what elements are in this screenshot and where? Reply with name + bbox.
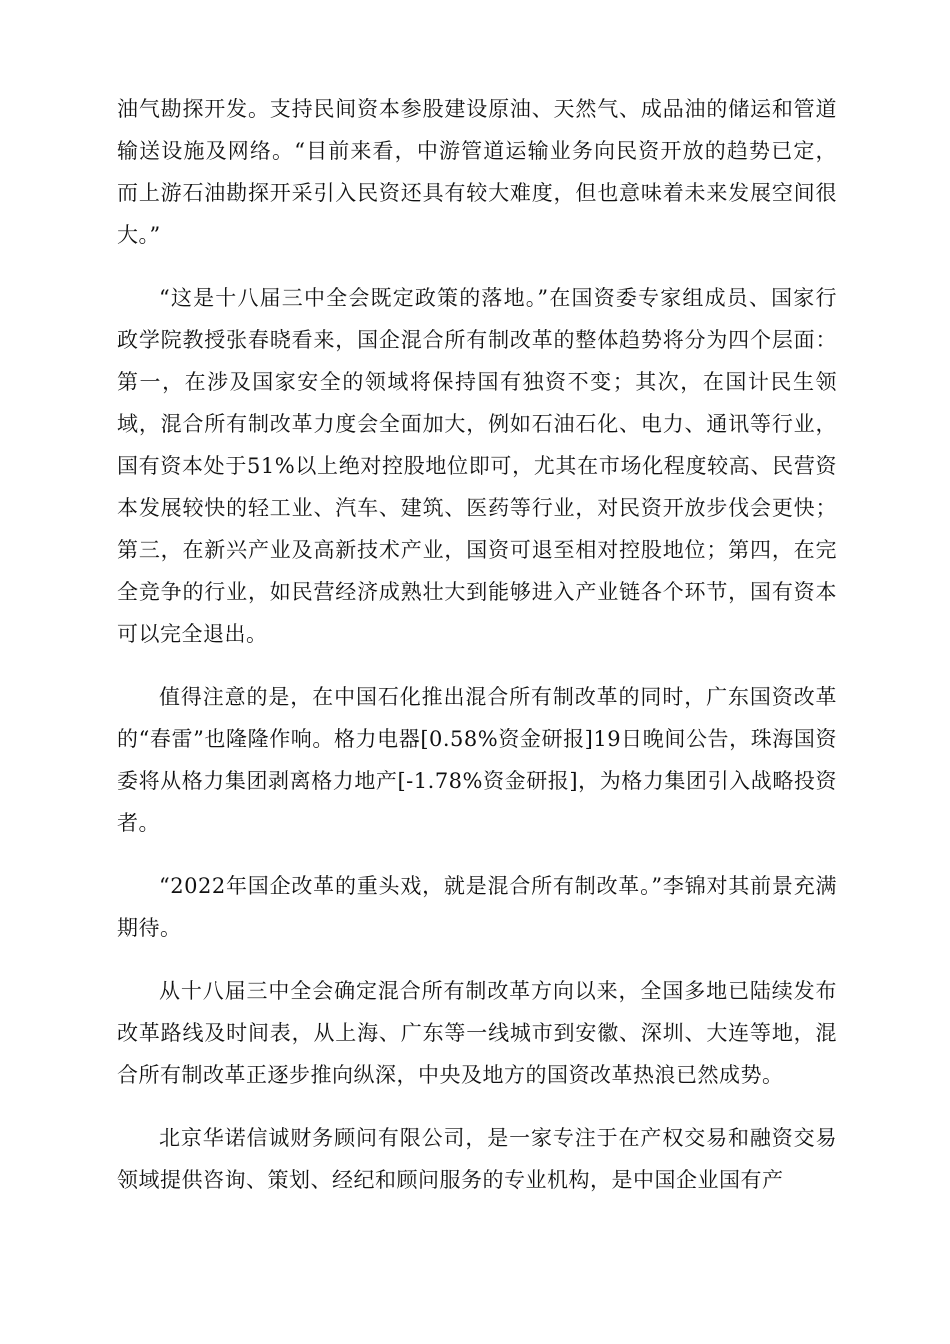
paragraph-4: “2022年国企改革的重头戏，就是混合所有制改革。”李锦对其前景充满期待。 xyxy=(117,874,837,940)
paragraph-5: 从十八届三中全会确定混合所有制改革方向以来，全国多地已陆续发布改革路线及时间表，从上海、广东等一线城市到安徽、深圳、大连等地，混合所有制改革正逐步推向纵深，中央及地方的国资改革热浪已然成势。 xyxy=(117,979,837,1087)
paragraph-1: 油气勘探开发。支持民间资本参股建设原油、天然气、成品油的储运和管道输送设施及网络。“目前来看，中游管道运输业务向民资开放的趋势已定，而上游石油勘探开采引入民资还具有较大难度，但也意味着未来发展空间很大。” xyxy=(117,97,837,247)
document-page xyxy=(117,88,837,1222)
paragraph-2: “这是十八届三中全会既定政策的落地。”在国资委专家组成员、国家行政学院教授张春晓看来，国企混合所有制改革的整体趋势将分为四个层面：第一，在涉及国家安全的领域将保持国有独资不变；其次，在国计民生领域，混合所有制改革力度会全面加大，例如石油石化、电力、通讯等行业，国有资本处于51%以上绝对控股地位即可，尤其在市场化程度较高、民营资本发展较快的轻工业、汽车、建筑、医药等行业，对民资开放步伐会更快；第三，在新兴产业及高新技术产业，国资可退至相对控股地位；第四，在完全竞争的行业，如民营经济成熟壮大到能够进入产业链各个环节，国有资本可以完全退出。 xyxy=(117,286,837,646)
paragraph-6: 北京华诺信诚财务顾问有限公司，是一家专注于在产权交易和融资交易领域提供咨询、策划、经纪和顾问服务的专业机构，是中国企业国有产 xyxy=(117,1126,837,1192)
paragraph-3: 值得注意的是，在中国石化推出混合所有制改革的同时，广东国资改革的“春雷”也隆隆作响。格力电器[0.58%资金研报]19日晚间公告，珠海国资委将从格力集团剥离格力地产[-1.78%资金研报]，为格力集团引入战略投资者。 xyxy=(117,685,837,835)
